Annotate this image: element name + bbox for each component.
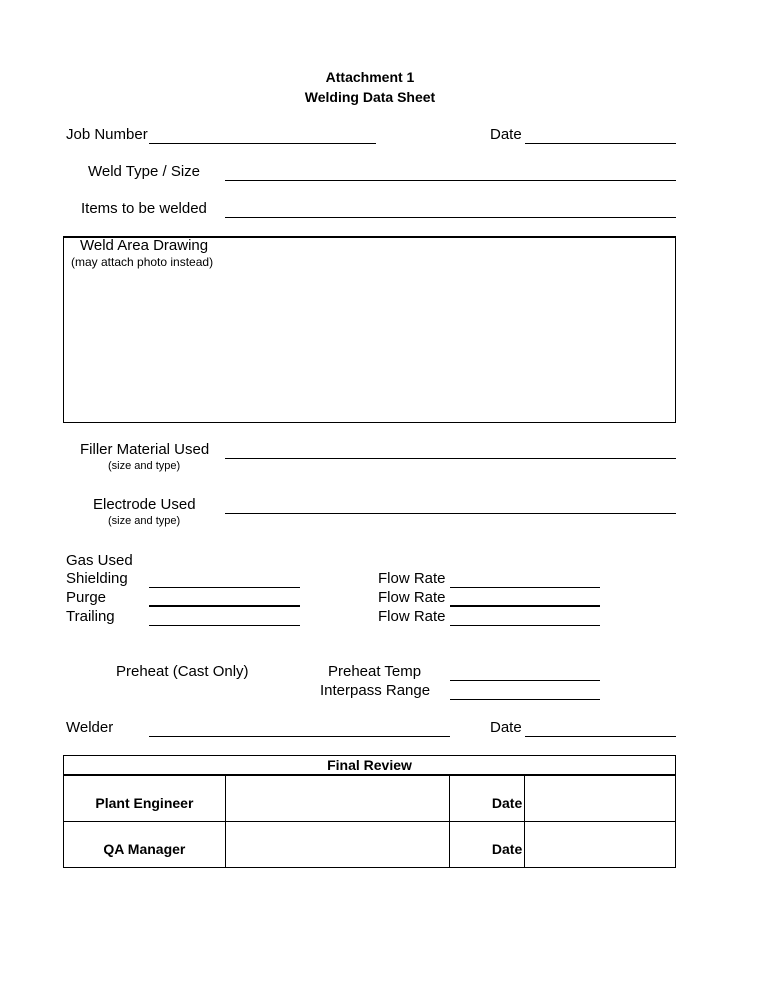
qa-manager-date-label: Date (450, 822, 525, 868)
welder-label: Welder (66, 719, 114, 736)
gas-used-heading: Gas Used (66, 552, 133, 569)
electrode-label: Electrode Used (93, 496, 196, 513)
gas-purge-label: Purge (66, 589, 107, 606)
gas-trailing-field[interactable] (149, 625, 300, 626)
preheat-temp-field[interactable] (450, 680, 600, 681)
gas-purge-flow-label: Flow Rate (378, 589, 446, 606)
date-label: Date (490, 126, 522, 143)
weld-area-drawing-note: (may attach photo instead) (71, 255, 214, 269)
preheat-temp-label: Preheat Temp (328, 663, 422, 680)
plant-engineer-label: Plant Engineer (64, 775, 226, 822)
interpass-range-field[interactable] (450, 699, 600, 700)
electrode-note: (size and type) (108, 515, 181, 527)
electrode-field[interactable] (225, 513, 676, 514)
final-review-table (63, 755, 676, 868)
document-subtitle: Welding Data Sheet (304, 89, 436, 105)
gas-purge-field[interactable] (149, 605, 300, 607)
preheat-label: Preheat (Cast Only) (116, 663, 249, 680)
document-title: Attachment 1 (325, 69, 415, 85)
gas-shielding-flow-label: Flow Rate (378, 570, 446, 587)
gas-trailing-label: Trailing (66, 608, 115, 625)
gas-shielding-label: Shielding (66, 570, 128, 587)
filler-material-field[interactable] (225, 458, 676, 459)
gas-shielding-flow-field[interactable] (450, 587, 600, 588)
gas-purge-flow-field[interactable] (450, 605, 600, 607)
qa-manager-signature-field[interactable] (225, 822, 450, 868)
filler-material-note: (size and type) (108, 460, 181, 472)
table-row (64, 822, 676, 868)
plant-engineer-date-label: Date (450, 775, 525, 822)
weld-type-size-label: Weld Type / Size (88, 163, 201, 180)
welder-date-label: Date (490, 719, 522, 736)
plant-engineer-signature-field[interactable] (225, 775, 450, 822)
welder-date-field[interactable] (525, 736, 676, 737)
date-field[interactable] (525, 143, 676, 144)
items-to-be-welded-label: Items to be welded (81, 200, 207, 217)
final-review-title: Final Review (64, 756, 676, 776)
weld-area-drawing-label: Weld Area Drawing (80, 237, 209, 254)
items-to-be-welded-field[interactable] (225, 217, 676, 218)
welder-field[interactable] (149, 736, 450, 737)
qa-manager-date-field[interactable] (525, 822, 676, 868)
gas-trailing-flow-field[interactable] (450, 625, 600, 626)
plant-engineer-date-field[interactable] (525, 775, 676, 822)
table-row (64, 775, 676, 822)
filler-material-label: Filler Material Used (80, 441, 210, 458)
job-number-label: Job Number (66, 126, 148, 143)
gas-shielding-field[interactable] (149, 587, 300, 588)
qa-manager-label: QA Manager (64, 822, 226, 868)
gas-trailing-flow-label: Flow Rate (378, 608, 446, 625)
job-number-field[interactable] (149, 143, 376, 144)
interpass-range-label: Interpass Range (320, 682, 431, 699)
weld-type-size-field[interactable] (225, 180, 676, 181)
